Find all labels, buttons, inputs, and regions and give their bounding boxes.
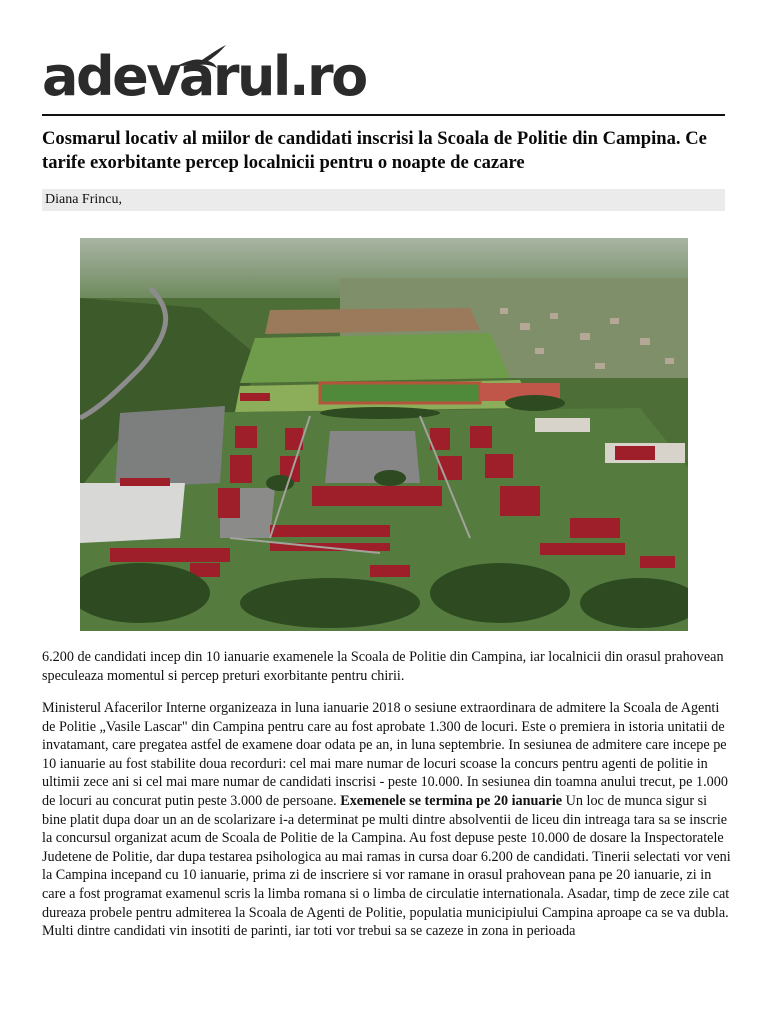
article-body <box>42 699 732 941</box>
masthead <box>42 44 725 116</box>
byline-bar <box>42 189 725 211</box>
article-body-highlight: Exemenele se termina pe 20 ianuarie <box>340 792 563 809</box>
aerial-campus-photo <box>80 238 688 631</box>
article-title: Cosmarul locativ al miilor de candidati inscrisi la Scoala de Politie din Campina. Ce tarife exorbitante percep localnicii pentru o noapte de cazare <box>42 128 707 173</box>
eagle-icon <box>174 44 228 70</box>
article-lead: 6.200 de candidati incep din 10 ianuarie examenele la Scoala de Politie din Campina, iar localnicii din orasul prahovean speculeaza momentul si percep preturi exorbitante pentru chirii. <box>42 649 724 684</box>
author-name[interactable]: Diana Frincu, <box>45 192 122 207</box>
site-logo[interactable]: adevarul.ro <box>42 45 366 108</box>
article-body-text-2: Un loc de munca sigur si bine platit dupa doar un an de scolarizare i-a determinat pe multi dintre absolventii de liceu din intreaga tara sa se inscrie la concursul organizat acum de Scoala de Politie de la Campina. Au fost depuse peste 10.000 de dosare la Inspectoratele Judetene de Politie, dar dupa testarea psihologica au mai ramas in cursa doar 6.200 de candidati. Tinerii selectati vor veni la Campina incepand cu 10 ianuarie, prima zi de inscriere si vor ramane in orasul prahovean pana pe 20 ianuarie, zi in care a fost programat examenul scris la limba romana si o limba de circulatie internationala. Asadar, timp de zece zile cat dureaza probele pentru admiterea la Scoala de Agenti de Politie, populatia municipiului Campina aproape ca se va dubla. Multi dintre candidati vin insotiti de parinti, iar toti vor trebui sa se cazeze in zona in perioada <box>42 792 731 940</box>
article-body-text-1: Ministerul Afacerilor Interne organizeaza in luna ianuarie 2018 o sesiune extraordinara de admitere la Scoala de Agenti de Politie „Vasile Lascar" din Campina pentru care au fost aprobate 1.300 de locuri. Este o premiera in istoria unitatii de invatamant, care pregatea astfel de examene doar odata pe an, in luna septembrie. In sesiunea de admitere care incepe pe 10 ianuarie au fost stabilite doua recorduri: cel mai mare numar de locuri scoase la concurs pentru agenti de politie in ultimii zece ani si cel mai mare numar de candidati inscrisi - peste 10.000. In sesiunea din toamna anului trecut, pe 1.000 de locuri au concurat putin peste 3.000 de persoane. <box>42 700 728 809</box>
masthead-rule <box>42 114 725 116</box>
